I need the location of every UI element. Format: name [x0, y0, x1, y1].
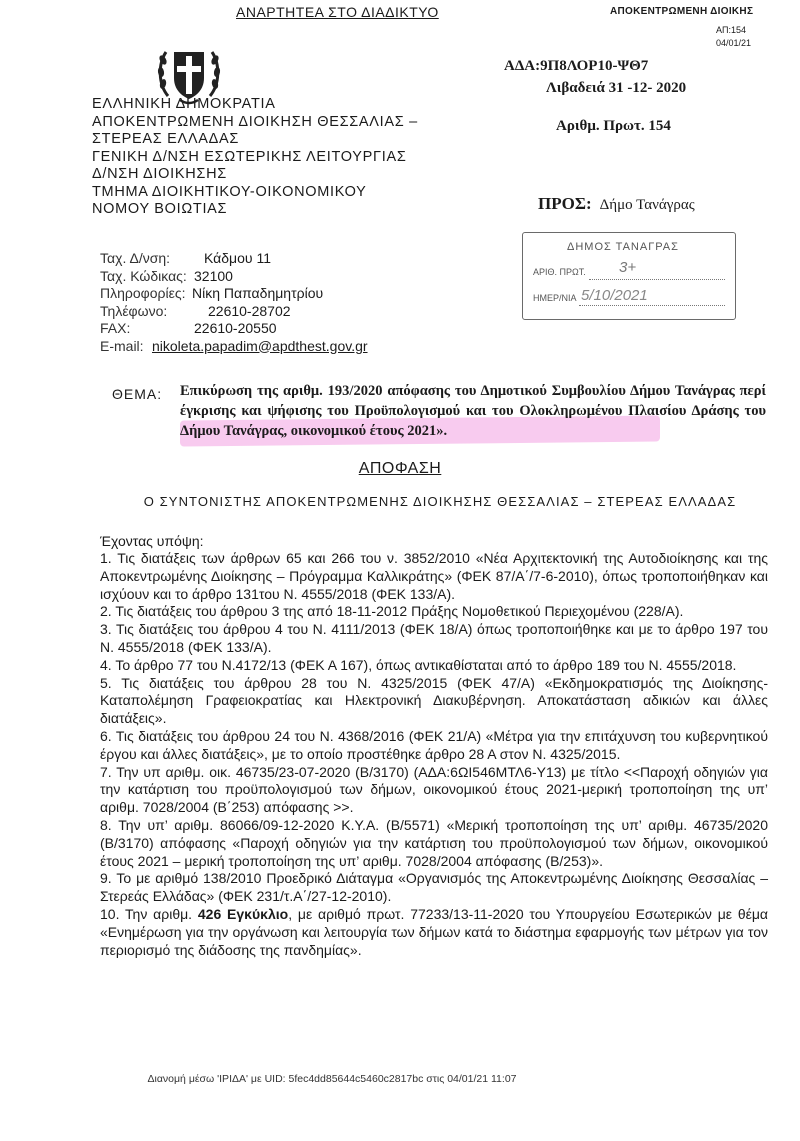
public-notice-heading: ΑΝΑΡΤΗΤΕΑ ΣΤΟ ΔΙΑΔΙΚΤΥΟ: [236, 4, 439, 20]
authority-line: ΝΟΜΟΥ ΒΟΙΩΤΙΑΣ: [92, 201, 228, 217]
info-label: Πληροφορίες:: [100, 285, 186, 301]
phone-label: Τηλέφωνο:: [100, 302, 168, 319]
item10-rest: , με αριθμό πρωτ. 77233/13-11-2020 του Υπουργείου Εσωτερικών με θέμα «Ενημέρωση για την οργάνωση και λειτουργία των δήμων κατά το διάστημα εφαρμογής των μέτρων για τον περιορισμό της διάδοσης της πανδημίας».: [100, 905, 769, 958]
list-item: [100, 906, 768, 959]
authority-line: ΤΜΗΜΑ ΔΙΟΙΚΗΤΙΚΟΥ-ΟΙΚΟΝΟΜΙΚΟΥ: [92, 183, 367, 200]
list-item: 6. Τις διατάξεις του άρθρου 24 του Ν. 4368/2016 (ΦΕΚ 21/Α) «Μέτρα για την επιτάχυνση του κυβερνητικού έργου και άλλες διατάξεις», με το οποίο προστέθηκε άρθρο 28 Α στον Ν. 4325/2015.: [100, 727, 768, 762]
stamp-title: ΔΗΜΟΣ ΤΑΝΑΓΡΑΣ: [567, 241, 679, 253]
address-value: Κάδμου 11: [204, 250, 271, 266]
subject-label: ΘΕΜΑ:: [112, 386, 163, 402]
considering-heading: Έχοντας υπόψη:: [100, 533, 204, 549]
ap-date: 04/01/21: [716, 38, 752, 48]
stamp-date-value: 5/10/2021: [581, 287, 648, 304]
contact-block: [100, 250, 368, 355]
ap-stamp-text: [716, 24, 751, 50]
fax-value: 22610-20550: [194, 320, 277, 336]
list-item: 4. Το άρθρο 77 του Ν.4172/13 (ΦΕΚ Α 167), όπως αντικαθίσταται από το άρθρο 189 του Ν. 4555/2018.: [100, 656, 737, 673]
recipient-label: ΠΡΟΣ:: [538, 194, 592, 213]
authority-block: [92, 96, 418, 219]
authority-line: ΑΠΟΚΕΝΤΡΩΜΕΝΗ ΔΙΟΙΚΗΣΗ ΘΕΣΣΑΛΙΑΣ –: [92, 113, 418, 130]
list-item: 9. Το με αριθμό 138/2010 Προεδρικό Διάταγμα «Οργανισμός της Αποκεντρωμένης Διοίκησης Θεσσαλίας – Στερεάς Ελλάδας» (ΦΕΚ 231/τ.Α΄/27-12-2010).: [100, 870, 768, 905]
item10-prefix: 10. Την αριθμ.: [100, 905, 193, 922]
info-value: Νίκη Παπαδημητρίου: [192, 285, 324, 301]
email-link[interactable]: nikoleta.papadim@apdthest.gov.gr: [152, 337, 368, 354]
list-item: 2. Τις διατάξεις του άρθρου 3 της από 18-11-2012 Πράξης Νομοθετικού Περιεχομένου (228/Α).: [100, 603, 684, 620]
list-item: 5. Τις διατάξεις του άρθρου 28 του Ν. 4325/2015 (ΦΕΚ 47/Α) «Εκδημοκρατισμός της Διοίκησης-Καταπολέμηση Γραφειοκρατίας και Ηλεκτρονική Διακυβέρνηση. Αποκατάσταση αδικιών και άλλες διατάξεις».: [100, 674, 768, 727]
stamp-protocol-label: ΑΡΙΘ. ΠΡΩΤ.: [533, 267, 586, 277]
phone-value: 22610-28702: [208, 302, 291, 319]
protocol-number: Αριθμ. Πρωτ. 154: [556, 118, 671, 134]
place-date: Λιβαδειά 31 -12- 2020: [546, 80, 687, 96]
ada-code: ΑΔΑ:9Π8ΛΟΡ10-ΨΘ7: [504, 58, 649, 74]
stamp-date-label: ΗΜΕΡ/ΝΙΑ: [533, 293, 577, 303]
top-right-authority: ΑΠΟΚΕΝΤΡΩΜΕΝΗ ΔΙΟΙΚΗΣ: [610, 6, 754, 17]
authority-line: ΣΤΕΡΕΑΣ ΕΛΛΑΔΑΣ: [92, 131, 240, 147]
ap-number: ΑΠ:154: [716, 25, 747, 35]
contact-email: [100, 337, 368, 356]
list-item: 7. Την υπ αριθμ. οικ. 46735/23-07-2020 (Β/3170) (ΑΔΑ:6ΩΙ546ΜΤΛ6-Υ13) με τίτλο <<Παροχή οδηγιών για την κατάρτιση του προϋπολογισμού των δήμων, οικονομικού έτους 2021-μερική τροποποίηση της υπ’ αριθμ. 7028/2004 (Β΄253) απόφασης >>.: [100, 763, 768, 816]
contact-fax: [100, 320, 277, 338]
list-item: 3. Τις διατάξεις του άρθρου 4 του Ν. 4111/2013 (ΦΕΚ 18/Α) όπως τροποποιήθηκε και με το άρθρο 197 του Ν. 4555/2018 (ΦΕΚ 133/Α).: [100, 621, 768, 655]
list-item: 1. Τις διατάξεις των άρθρων 65 και 266 του ν. 3852/2010 «Νέα Αρχιτεκτονική της Αυτοδιοίκησης και της Αποκεντρωμένης Διοίκησης – Πρόγραμμα Καλλικράτης» (ΦΕΚ 87/Α΄/7-6-2010), όπως τροποποιήθηκαν και ισχύουν και το άρθρο 131του Ν. 4555/2018 (ΦΕΚ 133/Α).: [100, 550, 768, 602]
recipient-line: [538, 194, 695, 214]
fax-label: FAX:: [100, 320, 131, 336]
coordinator-heading: Ο ΣΥΝΤΟΝΙΣΤΗΣ ΑΠΟΚΕΝΤΡΩΜΕΝΗΣ ΔΙΟΙΚΗΣΗΣ ΘΕΣΣΑΛΙΑΣ – ΣΤΕΡΕΑΣ ΕΛΛΑΔΑΣ: [143, 494, 737, 509]
contact-postcode: [100, 267, 233, 286]
postcode-label: Ταχ. Κώδικας:: [100, 267, 187, 284]
authority-line: Δ/ΝΣΗ ΔΙΟΙΚΗΣΗΣ: [92, 166, 227, 182]
received-stamp: [522, 232, 736, 320]
subject-text: Επικύρωση της αριθμ. 193/2020 απόφασης του Δημοτικού Συμβουλίου Δήμου Τανάγρας περί έγκρισης και ψήφισης του Προϋπολογισμού και του Ολοκληρωμένου Πλαισίου Δράσης του Δήμου Τανάγρας, οικονομικού έτους 2021».: [180, 383, 766, 439]
contact-phone: [100, 302, 291, 321]
postcode-value: 32100: [194, 267, 233, 284]
list-item: 8. Την υπ’ αριθμ. 86066/09-12-2020 Κ.Υ.Α. (Β/5571) «Μερική τροποποίηση της υπ’ αριθμ. 46735/2020 (Β/3170) απόφασης «Παροχή οδηγιών για την κατάρτιση του προϋπολογισμού των δήμων, οικονομικού έτους 2021 – μερική τροποποίηση της υπ’ αριθμ. 7028/2004 απόφασης (Β/253)».: [100, 816, 768, 869]
contact-info: [100, 285, 324, 303]
authority-line: ΕΛΛΗΝΙΚΗ ΔΗΜΟΚΡΑΤΙΑ: [92, 96, 276, 112]
email-label: E-mail:: [100, 337, 144, 354]
item10-bold: 426 Εγκύκλιο: [197, 905, 289, 922]
contact-address: [100, 250, 271, 268]
decision-title: ΑΠΟΦΑΣΗ: [358, 460, 442, 477]
distribution-footer: Διανομή μέσω 'ΙΡΙΔΑ' με UID: 5fec4dd85644c5460c2817bc στις 04/01/21 11:07: [147, 1073, 517, 1085]
considerations-list: [100, 550, 768, 959]
recipient-value: Δήμο Τανάγρας: [599, 197, 695, 213]
authority-line: ΓΕΝΙΚΗ Δ/ΝΣΗ ΕΣΩΤΕΡΙΚΗΣ ΛΕΙΤΟΥΡΓΙΑΣ: [92, 148, 407, 165]
address-label: Ταχ. Δ/νση:: [100, 250, 171, 266]
stamp-protocol-value: 3+: [619, 259, 637, 276]
